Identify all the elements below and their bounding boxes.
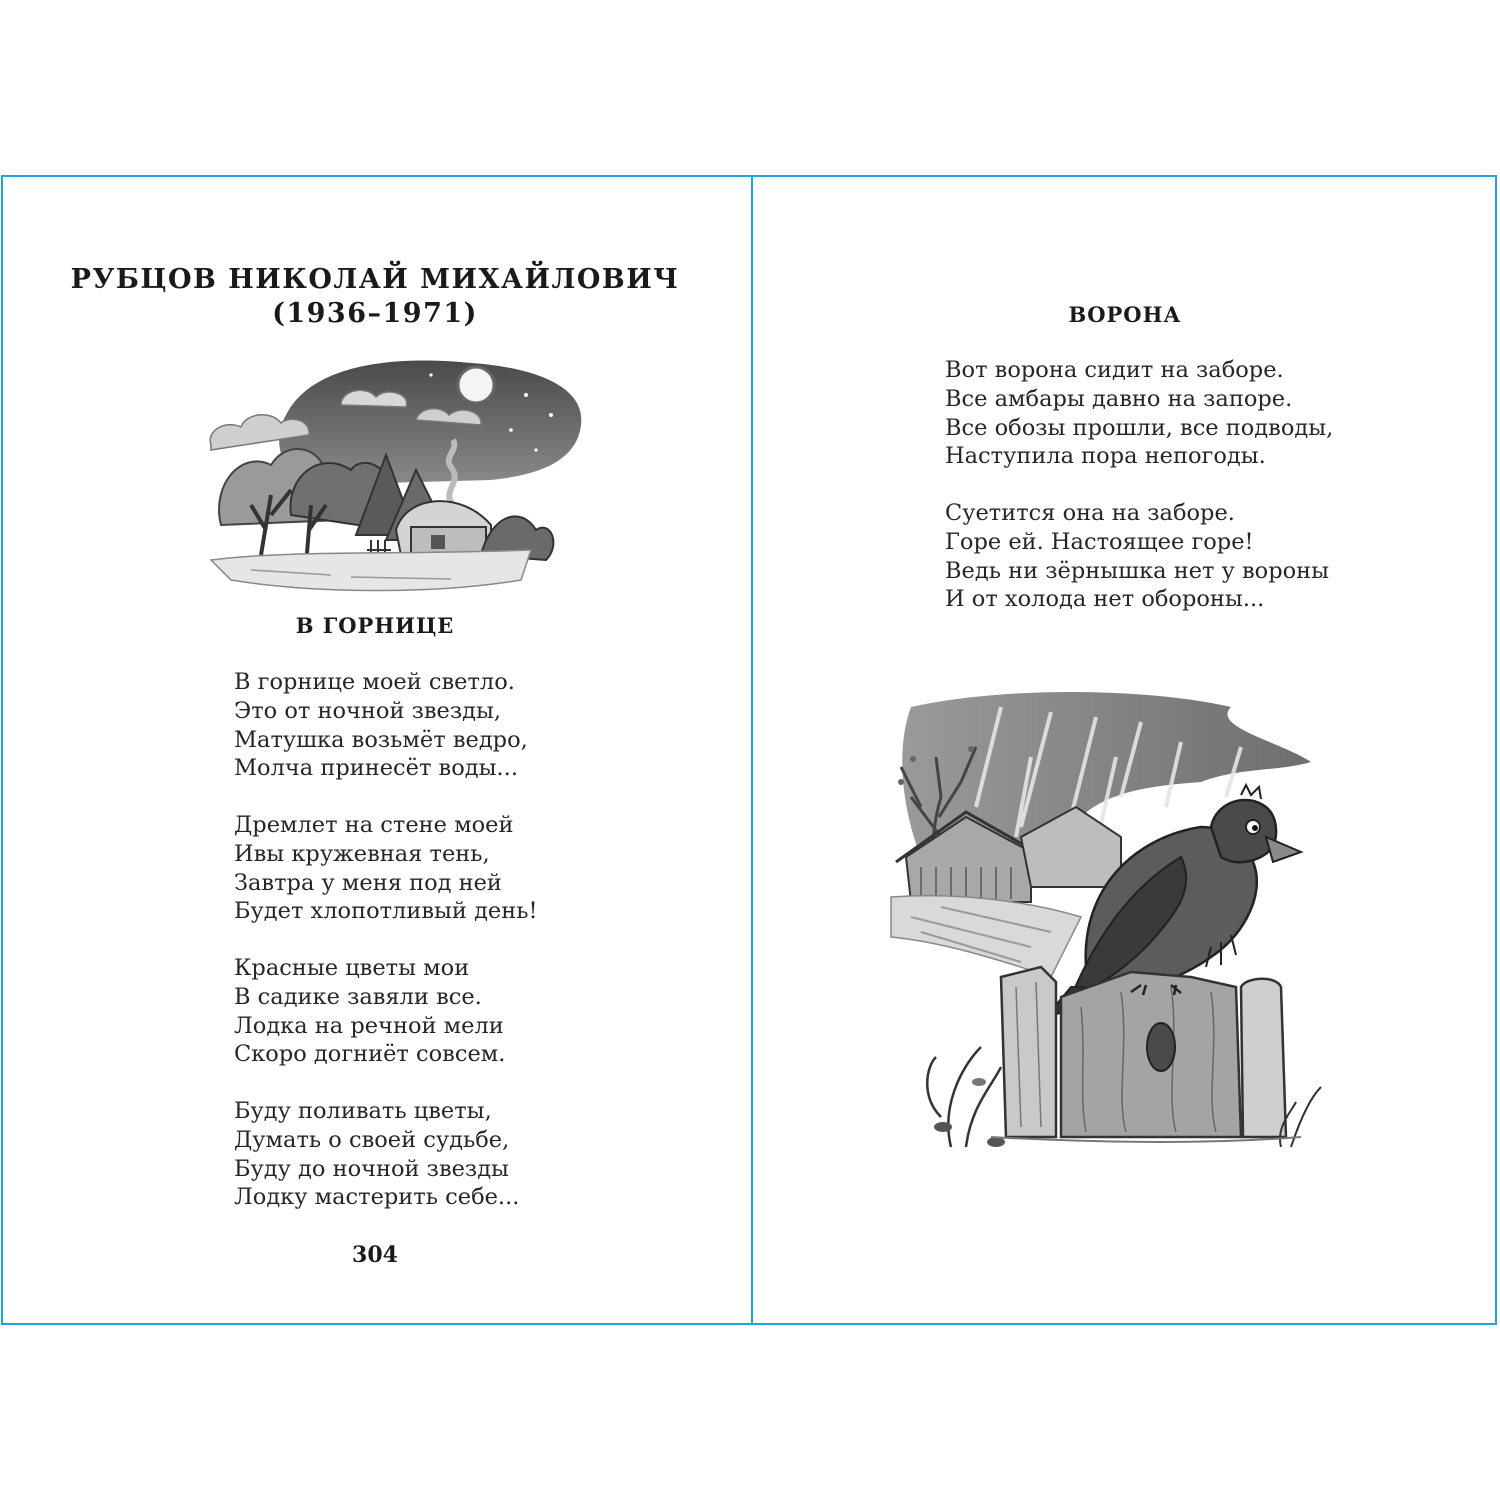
crow-on-fence-illustration [881, 687, 1341, 1167]
stanza [234, 811, 538, 926]
poem-line: Все амбары давно на запоре. [945, 385, 1293, 412]
poem-line: Дремлет на стене моей [234, 812, 514, 838]
stanza [945, 356, 1333, 471]
poem-line: В горнице моей светло. [234, 669, 515, 695]
poem-line: В садике завяли все. [234, 983, 482, 1010]
poem-line: Молча принесёт воды... [234, 755, 518, 782]
page-number: 304 [352, 1242, 398, 1268]
poem-line: Будет хлопотливый день! [234, 898, 538, 925]
poem-line: Суетится она на заборе. [945, 500, 1235, 526]
poem-line: Это от ночной звезды, [234, 697, 502, 724]
poem-line: Все обозы прошли, все подводы, [945, 414, 1334, 441]
stanza [234, 1097, 519, 1212]
poem-line: Вот ворона сидит на заборе. [945, 357, 1284, 383]
poem-line: Красные цветы мои [234, 955, 470, 981]
night-village-landscape-illustration [191, 355, 591, 600]
poem-line: Наступила пора непогоды. [945, 443, 1266, 470]
left-page [3, 177, 751, 1323]
poem-line: Завтра у меня под ней [234, 869, 502, 896]
poem-line: Буду поливать цветы, [234, 1098, 492, 1124]
poem-line: Ведь ни зёрнышка нет у вороны [945, 557, 1330, 584]
book-spread [1, 175, 1497, 1325]
poem-line: Думать о своей судьбе, [234, 1126, 510, 1153]
poem-line: Ивы кружевная тень, [234, 840, 490, 867]
poem-title: ВОРОНА [1068, 302, 1182, 327]
poem-line: Скоро догниёт совсем. [234, 1041, 506, 1068]
stanza [234, 668, 528, 783]
poem-line: Лодку мастерить себе... [234, 1184, 520, 1211]
poem-line: Буду до ночной звезды [234, 1155, 509, 1182]
author-name: РУБЦОВ НИКОЛАЙ МИХАЙЛОВИЧ [70, 264, 680, 295]
poem-line: Матушка возьмёт ведро, [234, 726, 528, 753]
stanza [234, 954, 505, 1069]
author-heading [3, 263, 747, 331]
poem-title: В ГОРНИЦЕ [295, 613, 455, 638]
stanza [945, 499, 1329, 614]
right-page [753, 177, 1497, 1323]
poem-line: Лодка на речной мели [234, 1012, 504, 1039]
poem-line: И от холода нет обороны... [945, 586, 1265, 613]
author-dates: (1936–1971) [272, 298, 478, 329]
poem-line: Горе ей. Настоящее горе! [945, 528, 1254, 555]
